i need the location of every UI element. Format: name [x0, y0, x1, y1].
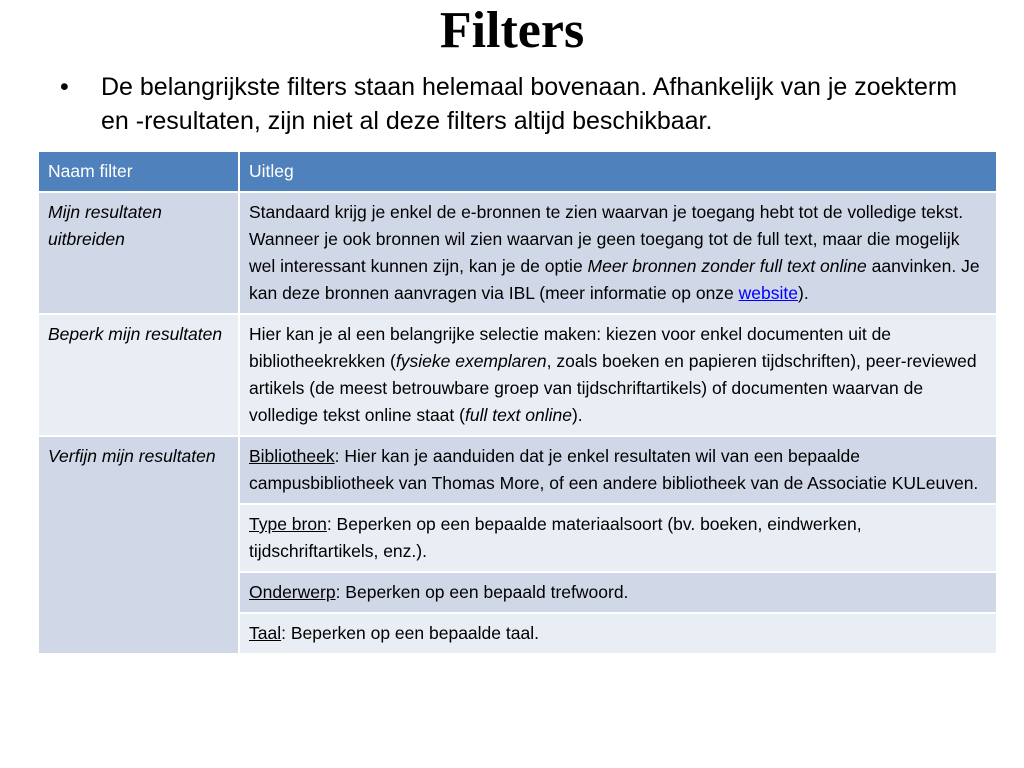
filter-explanation: [239, 314, 997, 436]
intro-text: De belangrijkste filters staan helemaal bovenaan. Afhankelijk van je zoekterm en -resultaten, zijn niet al deze filters altijd beschikbaar.: [101, 73, 958, 135]
table-row: [38, 314, 997, 436]
subfilter-desc: : Beperken op een bepaalde taal.: [281, 623, 539, 643]
column-header-name: Naam filter: [38, 151, 239, 192]
table-header-row: [38, 151, 997, 192]
emphasis-text: full text online: [464, 405, 572, 425]
table-row: [38, 436, 997, 504]
explanation-text: ).: [798, 283, 809, 303]
column-header-explanation: Uitleg: [239, 151, 997, 192]
subfilter-term: Type bron: [249, 514, 327, 534]
subfilter-desc: : Beperken op een bepaalde materiaalsoort (bv. boeken, eindwerken, tijdschriftartikels, enz.).: [249, 514, 862, 561]
explanation-text: ).: [571, 405, 583, 425]
filter-name: Mijn resultaten uitbreiden: [38, 192, 239, 314]
filter-explanation: [239, 192, 997, 314]
filters-table: [37, 150, 998, 655]
subfilter-term: Taal: [249, 623, 282, 643]
filter-name: Verfijn mijn resultaten: [38, 436, 239, 654]
filter-explanation: [239, 572, 997, 613]
subfilter-term: Onderwerp: [249, 582, 336, 602]
emphasis-text: fysieke exemplaren: [395, 351, 547, 371]
filter-explanation: [239, 436, 997, 504]
explanation-text: Hier kan je al een belangrijke selectie maken: kiezen voor enkel documenten uit de bibliotheekrekken (: [249, 324, 892, 371]
website-link[interactable]: website: [738, 283, 798, 303]
filter-explanation: [239, 504, 997, 572]
slide-title: Filters: [439, 2, 585, 59]
option-name: Meer bronnen zonder full text online: [587, 256, 867, 276]
filter-name: Beperk mijn resultaten: [38, 314, 239, 436]
subfilter-term: Bibliotheek: [249, 446, 335, 466]
explanation-text: , zoals boeken en papieren tijdschriften), peer-reviewed artikels (de meest betrouwbare groep van tijdschriftartikels) of documenten waarvan de volledige tekst online staat (: [249, 351, 977, 425]
filter-explanation: [239, 613, 997, 654]
subfilter-desc: : Beperken op een bepaald trefwoord.: [335, 582, 629, 602]
explanation-text: Standaard krijg je enkel de e-bronnen te zien waarvan je toegang hebt tot de volledige tekst. Wanneer je ook bronnen wil zien waarvan je geen toegang tot de full text, maar die mogelijk wel interessant kunnen zijn, kan je de optie: [249, 202, 964, 276]
bullet-icon: •: [60, 73, 69, 101]
table-row: [38, 192, 997, 314]
explanation-text: aanvinken. Je kan deze bronnen aanvragen via IBL (meer informatie op onze: [249, 256, 980, 303]
subfilter-desc: : Hier kan je aanduiden dat je enkel resultaten wil van een bepaalde campusbibliotheek van Thomas More, of een andere bibliotheek van de Associatie KULeuven.: [249, 446, 979, 493]
